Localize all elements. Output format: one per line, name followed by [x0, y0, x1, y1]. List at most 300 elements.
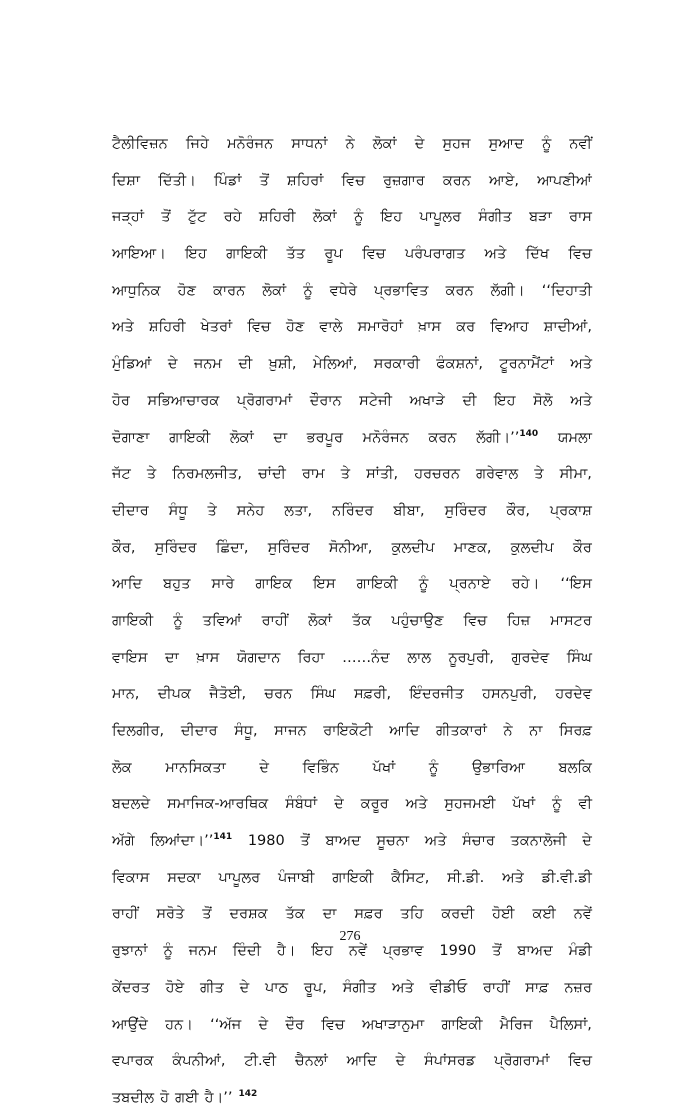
word: ਸਾਧਨਾਂ	[291, 136, 328, 152]
word: ਵਿਚ	[568, 1053, 592, 1070]
word: ਪਾਪੂਲਰ	[419, 209, 462, 226]
word: ਸ਼ਾਦੀਆਂ,	[543, 319, 592, 336]
word: ਇਹ	[494, 392, 516, 409]
word: ਹੋਣ	[285, 319, 305, 336]
word: ਦੇ	[414, 136, 425, 152]
word: ਗੀਤ	[200, 979, 224, 996]
word: ਹੋਣ	[177, 282, 196, 299]
word: ਅਤੇ	[405, 796, 428, 813]
word: ਕੁਲਦੀਪ	[391, 539, 435, 556]
word: ਅਤੇ	[570, 392, 592, 409]
word: ਪਾਪੂਲਰ	[218, 869, 261, 886]
word: ਬਾਅਦ	[517, 943, 553, 960]
word: ਬੜਾ	[529, 209, 552, 226]
word: 1980	[247, 833, 285, 850]
word: ਹੋਰ	[112, 392, 130, 409]
word: ਸੀ.ਡੀ.	[447, 869, 485, 886]
text-line	[112, 1082, 592, 1114]
word: ਰੂਪ	[324, 246, 343, 263]
word: ਨੂੰ	[173, 612, 183, 629]
word: ਨਰਿੰਦਰ	[332, 502, 374, 519]
word: ਸੰਧੂ,	[234, 723, 258, 739]
word: ਵੀਡੀਓ	[429, 979, 468, 996]
word: ਪਾਠ	[265, 979, 289, 996]
word: ਮੰਡੀ	[568, 943, 592, 960]
word: ਕਰਨ	[428, 429, 457, 446]
word: ਵਿਚ	[568, 246, 592, 263]
word: ਵਿਚ	[341, 172, 366, 189]
word: ਸੂਚਨਾ	[376, 833, 410, 850]
word: ਸ਼ਹਿਰੀ	[148, 319, 186, 336]
word: ਦੀ	[462, 392, 477, 409]
word: ਗਾਇਕੀ	[332, 869, 374, 886]
word: ਟੀ.ਵੀ	[244, 1053, 277, 1070]
word: ਸਮਾਜਿਕ-ਆਰਥਿਕ	[167, 796, 269, 813]
word: ਰੂਪ,	[303, 979, 327, 996]
word: ਪ੍ਰਭਾਵ	[382, 943, 424, 960]
text-line	[112, 348, 592, 380]
word: ਹਨ।	[165, 1016, 193, 1033]
word: ਸੋਨੀਆ,	[328, 539, 373, 556]
word: ਸੋਲੋ	[533, 392, 553, 409]
word: ਗਾਇਕੀ	[356, 576, 398, 593]
word: ਲੋਕ	[112, 759, 132, 776]
word: ਸੰਪਾਂਸਰਡ	[424, 1053, 476, 1070]
word: ਇਸ	[313, 576, 336, 593]
word: ਫੰਕਸ਼ਨਾਂ,	[436, 356, 484, 373]
word: ਪ੍ਰਭਾਵਿਤ	[374, 282, 429, 299]
word: ਅਤੇ	[570, 356, 592, 373]
word: ਕੌਰ	[573, 539, 592, 556]
word: ਰਾਮ	[302, 466, 325, 483]
word: ਕਰਦੀ	[441, 906, 475, 923]
text-line	[112, 752, 592, 784]
word: ਸਟੇਜੀ	[359, 392, 392, 409]
word: ਦਰਸ਼ਕ	[229, 906, 268, 923]
word: ਲੱਗੀ।	[490, 282, 525, 299]
word: ਤੱਤ	[286, 246, 306, 263]
word: ਕਰ	[456, 319, 476, 336]
word: ਚੈਨਲਾਂ	[295, 1053, 328, 1070]
word: ਲਿਆਂਦਾ।’’	[150, 833, 214, 850]
word: ਦੀਪਕ	[157, 686, 191, 703]
word: ‘‘ਇਸ	[560, 576, 592, 593]
word: ਨੂੰ	[303, 282, 313, 299]
word: ਹੋਈ	[492, 906, 515, 923]
word: ਤੇ	[207, 502, 217, 519]
word: ਵਾਲੇ	[319, 319, 343, 336]
word: ਲਤਾ,	[284, 502, 313, 519]
word: ਲੋਕਾਂ	[308, 612, 332, 629]
word: ਆਪਣੀਆਂ	[537, 172, 592, 189]
text-line	[112, 495, 592, 527]
word: ਟੁੱਟ	[187, 209, 207, 226]
word: ਡੀ.ਵੀ.ਡੀ	[541, 869, 592, 886]
word: ਕਰੂਰ	[360, 796, 389, 813]
word: ਹੈ।’’	[204, 1089, 233, 1106]
word: ਅਖਾੜਾਨੁਮਾ	[362, 1016, 425, 1033]
word: ਪ੍ਰਕਾਸ਼	[549, 502, 592, 519]
word: ਹਸਨਪੁਰੀ,	[482, 686, 538, 703]
word: ਸੁਰਿੰਦਰ	[267, 539, 310, 556]
word: ਨੇ	[345, 136, 355, 152]
word: ਵਿਆਹ	[490, 319, 529, 336]
word: ਕੈਸਿਟ,	[391, 869, 430, 886]
word: ਨਵੇਂ	[348, 943, 368, 960]
word: ਪਰੰਪਰਾਗਤ	[404, 246, 466, 263]
word: ਵੀ	[578, 796, 592, 813]
word: ਪੰਜਾਬੀ	[277, 869, 315, 886]
text-line	[112, 275, 592, 307]
word: ਦੇ	[258, 1016, 269, 1033]
word: ਗਾਇਕੀ	[226, 246, 268, 263]
word: ਤੇ	[146, 466, 157, 483]
word: ਪਹੁੰਚਾਉਣ	[391, 612, 444, 629]
word: ਲਾਲ	[407, 649, 432, 666]
word: ਜੜ੍ਹਾਂ	[112, 209, 144, 226]
word: ਸੰਬੰਧਾਂ	[285, 796, 318, 813]
word: ਪ੍ਰਨਾਏ	[449, 576, 491, 593]
word: ਲੋਕਾਂ	[229, 429, 254, 446]
word: ਬਦਲਦੇ	[112, 796, 151, 813]
word: ਤੱਕ	[285, 906, 305, 923]
word: ਜਿਹੇ	[185, 136, 209, 152]
word: ਹੋ	[160, 1089, 169, 1106]
text-line	[112, 422, 592, 454]
word: ਵਿਚ	[247, 319, 271, 336]
text-line	[112, 678, 592, 710]
word: ਅਤੇ	[424, 833, 447, 850]
word: ਜਨਮ	[193, 356, 222, 373]
word: ਇਹ	[185, 246, 207, 263]
word: ਇਹ	[380, 209, 403, 226]
word: ਅਤੇ	[391, 979, 414, 996]
word: 1990	[439, 943, 477, 960]
word: ਇਹ	[311, 943, 333, 960]
word: ਸਮਾਰੋਹਾਂ	[357, 319, 403, 336]
word: ਤੋਂ	[259, 172, 269, 189]
word: ਸੰਗੀਤ	[478, 209, 512, 226]
word: ਸੁਹਜ	[442, 136, 471, 152]
word: ਸਾਜਨ	[274, 723, 307, 739]
word: ਸਾਫ਼	[525, 979, 549, 996]
word: ਰਾਇਕੋਟੀ	[323, 723, 373, 739]
word: ਮਨੋਰੰਜਨ	[227, 136, 274, 152]
footnote-marker: 142	[238, 1089, 258, 1100]
word: ਕਈ	[532, 906, 556, 923]
word: ਲੱਗੀ।’’	[476, 429, 520, 446]
word: ਸਾਰੇ	[211, 576, 235, 593]
word: ਬਲਕਿ	[558, 759, 592, 776]
word: ਯਮਲਾ	[557, 429, 592, 446]
word: ਮਾਨਸਿਕਤਾ	[165, 759, 226, 776]
word: ਹਰਦੇਵ	[555, 686, 592, 703]
word: ਦੋਗਾਣਾ	[112, 429, 150, 446]
word: ਨੇ	[503, 723, 513, 739]
page-number: 276	[339, 929, 361, 944]
word: ਗਰੇਵਾਲ	[476, 466, 519, 483]
word: ਮੁੰਡਿਆਂ	[112, 356, 152, 373]
word: ਖ਼ਾਸ	[196, 649, 220, 666]
word: ਦਾ	[273, 429, 288, 446]
word: ਸੁਰਿੰਦਰ	[154, 539, 197, 556]
text-line	[112, 238, 592, 270]
word: ਵਿਚ	[321, 1016, 345, 1033]
word: ਸੁਹਜਮਈ	[444, 796, 496, 813]
word: ਵਿਚ	[362, 246, 386, 263]
word: ਨਵੇਂ	[573, 906, 592, 923]
word: ਜਨਮ	[188, 943, 217, 960]
word: ਦਿੰਦੀ	[232, 943, 261, 960]
word: ਕਰਨ	[442, 172, 471, 189]
word: ਲੋਕਾਂ	[262, 282, 287, 299]
word: ਤਵਿਆਂ	[202, 612, 242, 629]
word: ਰਿਹਾ	[297, 649, 325, 666]
word: ਸਿਰਫ਼	[559, 723, 592, 739]
word: ਚਰਨ	[264, 686, 293, 703]
text-line	[112, 605, 592, 637]
word: ਹਿਜ਼	[507, 612, 531, 629]
word: ਦੌਰਾਨ	[309, 392, 342, 409]
word: ਨੂੰ	[163, 943, 173, 960]
word: ਗਾਇਕੀ	[169, 429, 211, 446]
word: ਲੋਕਾਂ	[312, 209, 337, 226]
word-with-footnote	[205, 1082, 258, 1114]
word: ਵਪਾਰਕ	[112, 1053, 154, 1070]
word: ਕੌਰ,	[112, 539, 136, 556]
word: ਸਾਂਤੀ,	[366, 466, 399, 483]
text-line	[112, 898, 592, 930]
word: ਰੁਜ਼ਗਾਰ	[383, 172, 425, 189]
word: ਮੈਰਿਜ	[499, 1016, 533, 1033]
word: ਕੁਲਦੀਪ	[510, 539, 554, 556]
word: ਜੈਤੋਈ,	[209, 686, 247, 703]
word: ‘‘ਅੱਜ	[210, 1016, 242, 1033]
word-with-footnote	[476, 422, 538, 454]
word: ਖ਼ੁਸ਼ੀ,	[268, 356, 297, 373]
word: ਆਦਿ	[112, 576, 143, 593]
word: ਕਾਰਨ	[213, 282, 246, 299]
word: ਪ੍ਰੋਗਰਾਮਾਂ	[236, 392, 293, 409]
word: ਤੱਕ	[352, 612, 372, 629]
word: ਰਾਹੀਂ	[261, 612, 289, 629]
word: ਰੁਝਾਨਾਂ	[112, 943, 148, 960]
word: ਵਧੇਰੇ	[329, 282, 357, 299]
word: ਕੰਪਨੀਆਂ,	[172, 1053, 226, 1070]
word: ਸਰੋਤੇ	[156, 906, 185, 923]
word-with-footnote	[150, 825, 232, 857]
word: ਸੰਗੀਤ	[342, 979, 377, 996]
text-line	[112, 715, 592, 747]
word: ਹੈ।	[276, 943, 296, 960]
word: ਮਾਸਟਰ	[550, 612, 592, 629]
text-line	[112, 568, 592, 600]
word: ਇੰਦਰਜੀਤ	[409, 686, 464, 703]
word: ਸੀਮਾ,	[559, 466, 592, 483]
word: ਦਿਸ਼ਾ	[112, 172, 141, 189]
word: ਬੀਬਾ,	[393, 502, 425, 519]
word: ਤੇ	[340, 466, 351, 483]
word: ਸੁਆਦ	[488, 136, 524, 152]
word: ਨਿਰਮਲਜੀਤ,	[172, 466, 242, 483]
word: ਖੇਤਰਾਂ	[200, 319, 233, 336]
word: ਦਿੱਖ	[525, 246, 550, 263]
word: ਆਦਿ	[389, 723, 420, 739]
word: ਗੀਤਕਾਰਾਂ	[435, 723, 487, 739]
word: ਦਾ	[165, 649, 179, 666]
word: ਸਨੇਹ	[236, 502, 265, 519]
word: ਪ੍ਰੋਗਰਾਮਾਂ	[494, 1053, 550, 1070]
word: ਆਦਿ	[346, 1053, 377, 1070]
word: ਵਿਚ	[463, 612, 488, 629]
word: ਬਹੁਤ	[163, 576, 191, 593]
word: ਰਹੇ	[223, 209, 242, 226]
word: ਦੇ	[395, 1053, 406, 1070]
word: ਸੁਰਿੰਦਰ	[444, 502, 487, 519]
word: ਸਦਕਾ	[167, 869, 201, 886]
word: ਗੁਰਦੇਵ	[511, 649, 550, 666]
word: ਮੇਲਿਆਂ,	[312, 356, 358, 373]
text-line	[112, 532, 592, 564]
word: ਹਰਚਰਨ	[414, 466, 460, 483]
word: ਭਰਪੂਰ	[306, 429, 343, 446]
word: ਛਿੰਦਾ,	[215, 539, 249, 556]
text-line	[112, 1045, 592, 1077]
text-line	[112, 1009, 592, 1041]
word: ਗਾਇਕੀ	[112, 612, 154, 629]
word: ਦਾ	[322, 906, 337, 923]
text-line	[112, 972, 592, 1004]
word: ਨੂੰ	[418, 576, 429, 593]
word: ਦੇ	[259, 759, 269, 776]
word: ਗਾਇਕ	[255, 576, 293, 593]
word: ਤੋਂ	[492, 943, 502, 960]
word: ਬਾਅਦ	[325, 833, 361, 850]
word: ‘‘ਦਿਹਾਤੀ	[541, 282, 592, 299]
word: ਸ਼ਹਿਰਾਂ	[287, 172, 324, 189]
word: ਚਾਂਦੀ	[258, 466, 286, 483]
word: ਪੱਖਾਂ	[512, 796, 536, 813]
word: ਦੀਦਾਰ	[112, 502, 149, 519]
text-line	[112, 165, 592, 197]
word: ਵਿਕਾਸ	[112, 869, 150, 886]
text-line	[112, 862, 592, 894]
word: ਤਹਿ	[400, 906, 424, 923]
word: ਦਿਲਗੀਰ,	[112, 723, 165, 739]
word: ਸਭਿਆਚਾਰਕ	[147, 392, 220, 409]
word: ਮਾਨ,	[112, 686, 140, 703]
word: ਅਤੇ	[112, 319, 134, 336]
word: ਦੀ	[238, 356, 253, 373]
word: ਸਫ਼ਰੀ,	[354, 686, 392, 703]
word: ਸੰਧੂ	[168, 502, 188, 519]
word: ਲੋਕਾਂ	[372, 136, 397, 152]
word: ਆਧੁਨਿਕ	[112, 282, 161, 299]
word: ਸੰਚਾਰ	[462, 833, 495, 850]
word: ਕੌਰ,	[506, 502, 530, 519]
footnote-marker: 140	[519, 428, 539, 439]
word: ਸਰਕਾਰੀ	[373, 356, 420, 373]
word: ਰਾਹੀਂ	[112, 906, 139, 923]
word: ਨੂੰ	[353, 209, 364, 226]
word: ਨੂੰ	[552, 796, 562, 813]
word: ਆਉਂਦੇ	[112, 1016, 148, 1033]
word: ਅੱਗੇ	[112, 833, 135, 850]
word: ਜੱਟ	[112, 466, 131, 483]
word: ਉਭਾਰਿਆ	[471, 759, 525, 776]
word: ਦਿੱਤੀ।	[158, 172, 196, 189]
word: ਆਏ,	[488, 172, 520, 189]
word: ਗਾਇਕੀ	[441, 1016, 483, 1033]
word: ਹੋਏ	[165, 979, 185, 996]
word: ਨਜ਼ਰ	[564, 979, 592, 996]
word: ……ਨੰਦ	[342, 649, 390, 666]
word: ਤੋਂ	[202, 906, 212, 923]
text-line	[112, 458, 592, 490]
word: ਨਵੀਂ	[569, 136, 592, 152]
word: ਤੋਂ	[161, 209, 171, 226]
word: ਦੇ	[167, 356, 178, 373]
word: ਤੋਂ	[300, 833, 310, 850]
word: ਸਿੰਘ	[566, 649, 592, 666]
word: ਪੱਖਾਂ	[372, 759, 396, 776]
word: ਵਾਇਸ	[112, 649, 148, 666]
text-line	[112, 311, 592, 343]
word: ਦੀਦਾਰ	[180, 723, 218, 739]
word: ਤਕਨਾਲੋਜੀ	[510, 833, 567, 850]
word: ਦੌਰ	[285, 1016, 304, 1033]
word: ਸਫ਼ਰ	[354, 906, 383, 923]
word: ਟੂਰਨਾਮੈਂਟਾਂ	[499, 356, 554, 373]
word: ਸ਼ਹਿਰੀ	[258, 209, 296, 226]
word: ਸਿੰਘ	[310, 686, 336, 703]
text-line	[112, 128, 592, 160]
word: ਪੈਲਿਸਾਂ,	[549, 1016, 592, 1033]
word: ਤਬਦੀਲ	[112, 1089, 155, 1106]
word: ਦੇ	[334, 796, 344, 813]
word: ਦੇ	[239, 979, 250, 996]
word: ਖ਼ਾਸ	[418, 319, 442, 336]
word: ਰਾਹੀਂ	[483, 979, 510, 996]
word: ਕੇਂਦਰਤ	[112, 979, 150, 996]
word: ਦੇ	[582, 833, 592, 850]
text-line	[112, 642, 592, 674]
word: ਤੇ	[534, 466, 544, 483]
body-text	[112, 128, 592, 1119]
word: ਵਿਭਿੰਨ	[302, 759, 339, 776]
word: ਮਾਣਕ,	[453, 539, 492, 556]
word: ਰਾਸ	[569, 209, 592, 226]
word: ਮਨੋਰੰਜਨ	[362, 429, 409, 446]
word: ਟੈਲੀਵਿਜ਼ਨ	[112, 136, 168, 152]
word: ਅਤੇ	[502, 869, 524, 886]
text-line	[112, 788, 592, 820]
word: ਯੋਗਦਾਨ	[236, 649, 281, 666]
word: ਅਖਾੜੇ	[409, 392, 445, 409]
word: ਪਿੰਡਾਂ	[213, 172, 242, 189]
word: ਨੂੰ	[541, 136, 552, 152]
word: ਨੂੰ	[428, 759, 439, 776]
text-line	[112, 385, 592, 417]
word: ਨੂਰਪੁਰੀ,	[448, 649, 494, 666]
word: ਗਈ	[175, 1089, 199, 1106]
footnote-marker: 141	[213, 832, 233, 843]
word: ਅਤੇ	[484, 246, 507, 263]
word: ਰਹੇ।	[511, 576, 540, 593]
word: ਕਰਨ	[445, 282, 474, 299]
text-line	[112, 201, 592, 233]
word: ਆਇਆ।	[112, 246, 166, 263]
